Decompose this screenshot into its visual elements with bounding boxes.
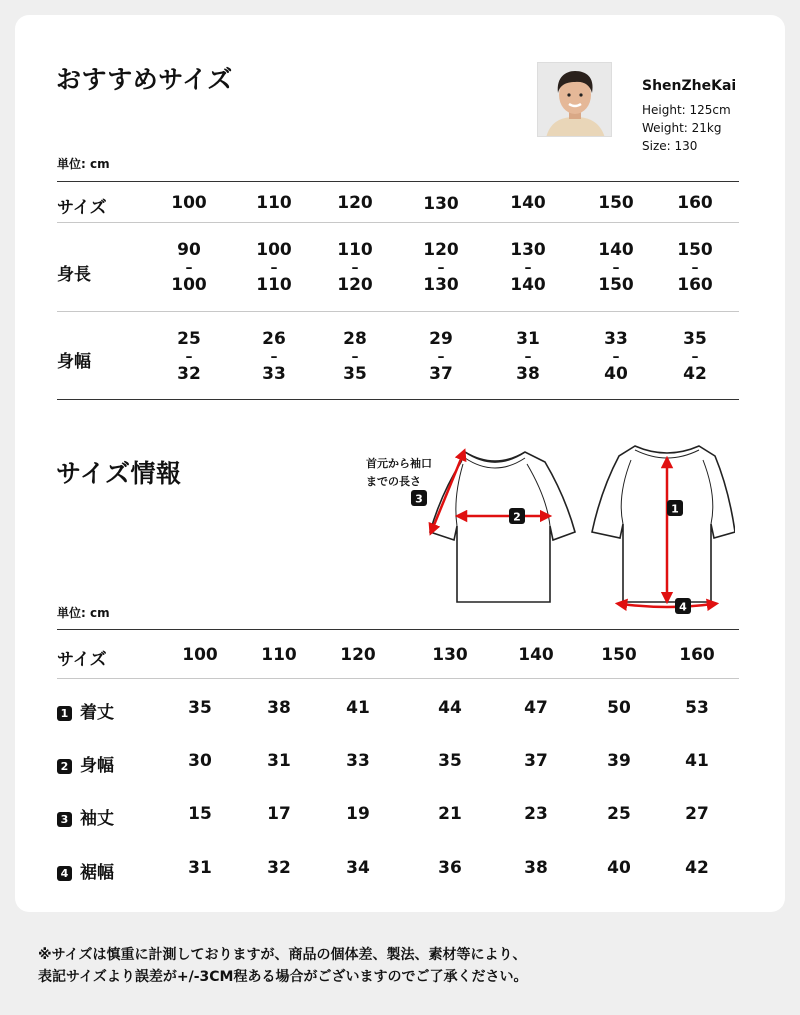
value-cell: 30 (188, 751, 212, 771)
svg-text:1: 1 (671, 502, 679, 516)
footnote-line: 表記サイズより誤差が+/-3CM程ある場合がございますのでご了承ください。 (38, 969, 528, 985)
size-cell: 120 (340, 645, 376, 665)
value-cell: 44 (438, 698, 462, 718)
size-row-label: サイズ (57, 650, 107, 670)
size-cell: 110 (261, 645, 297, 665)
height-range-cell: 120 – 130 (423, 240, 459, 295)
measure-label-hem: 4 裾幅 (57, 858, 114, 883)
height-range-cell: 100 – 110 (256, 240, 292, 295)
height-range-cell: 140 – 150 (598, 240, 634, 295)
width-range-cell: 35 – 42 (683, 329, 707, 384)
row-divider (57, 678, 739, 679)
child-portrait-icon (538, 63, 612, 137)
width-range-cell: 25 – 32 (177, 329, 201, 384)
size-cell: 130 (432, 645, 468, 665)
table-top-rule (57, 629, 739, 630)
size-cell: 140 (510, 193, 546, 213)
height-range-cell: 90 – 100 (171, 240, 207, 295)
value-cell: 17 (267, 804, 291, 824)
svg-text:4: 4 (679, 600, 687, 614)
size-info-title: サイズ情報 (56, 459, 182, 488)
value-cell: 41 (346, 698, 370, 718)
badge-2 (509, 508, 525, 524)
height-range-cell: 150 – 160 (677, 240, 713, 295)
value-cell: 42 (685, 858, 709, 878)
unit-label: 単位: cm (57, 606, 110, 620)
sleeve-length-note: 首元から袖口 までの長さ (366, 457, 432, 488)
size-cell: 150 (601, 645, 637, 665)
value-cell: 40 (607, 858, 631, 878)
value-cell: 31 (267, 751, 291, 771)
front-shirt-icon (430, 452, 575, 602)
value-cell: 32 (267, 858, 291, 878)
value-cell: 36 (438, 858, 462, 878)
size-row-label: サイズ (57, 198, 107, 218)
value-cell: 35 (188, 698, 212, 718)
row-divider (57, 311, 739, 312)
height-row-label: 身長 (57, 265, 91, 285)
badge-4 (675, 598, 691, 614)
value-cell: 19 (346, 804, 370, 824)
width-range-cell: 29 – 37 (429, 329, 453, 384)
svg-text:3: 3 (415, 492, 423, 506)
model-size: Size: 130 (642, 139, 698, 153)
width-range-cell: 33 – 40 (604, 329, 628, 384)
width-range-cell: 31 – 38 (516, 329, 540, 384)
size-cell: 150 (598, 193, 634, 213)
unit-label: 単位: cm (57, 157, 110, 171)
size-cell: 140 (518, 645, 554, 665)
value-cell: 23 (524, 804, 548, 824)
back-shirt-icon (592, 446, 735, 602)
value-cell: 38 (524, 858, 548, 878)
row-divider (57, 222, 739, 223)
model-name: ShenZheKai (642, 78, 737, 94)
badge-3 (411, 490, 427, 506)
value-cell: 37 (524, 751, 548, 771)
measure-label-length: 1 着丈 (57, 698, 114, 723)
size-cell: 100 (182, 645, 218, 665)
svg-text:2: 2 (513, 510, 521, 524)
footnote (38, 944, 768, 988)
model-photo (537, 62, 612, 137)
recommended-title: おすすめサイズ (56, 65, 233, 94)
footnote-line: ※サイズは慎重に計測しておりますが、商品の個体差、製法、素材等により、 (38, 947, 527, 963)
height-range-cell: 130 – 140 (510, 240, 546, 295)
value-cell: 39 (607, 751, 631, 771)
value-cell: 50 (607, 698, 631, 718)
tshirt-diagram (405, 436, 735, 621)
width-range-cell: 28 – 35 (343, 329, 367, 384)
value-cell: 53 (685, 698, 709, 718)
model-weight: Weight: 21kg (642, 121, 722, 135)
badge-1 (667, 500, 683, 516)
value-cell: 25 (607, 804, 631, 824)
hem-arrow (621, 604, 713, 607)
table-top-rule (57, 181, 739, 182)
measure-label-sleeve: 3 袖丈 (57, 804, 114, 829)
value-cell: 33 (346, 751, 370, 771)
size-cell: 160 (679, 645, 715, 665)
value-cell: 31 (188, 858, 212, 878)
size-cell: 100 (171, 193, 207, 213)
table-bottom-rule (57, 399, 739, 400)
value-cell: 38 (267, 698, 291, 718)
value-cell: 21 (438, 804, 462, 824)
height-range-cell: 110 – 120 (337, 240, 373, 295)
size-cell: 130 (423, 194, 459, 214)
size-cell: 110 (256, 193, 292, 213)
value-cell: 34 (346, 858, 370, 878)
value-cell: 35 (438, 751, 462, 771)
width-range-cell: 26 – 33 (262, 329, 286, 384)
value-cell: 15 (188, 804, 212, 824)
width-row-label: 身幅 (57, 352, 91, 372)
value-cell: 47 (524, 698, 548, 718)
value-cell: 41 (685, 751, 709, 771)
size-cell: 160 (677, 193, 713, 213)
value-cell: 27 (685, 804, 709, 824)
model-height: Height: 125cm (642, 103, 731, 117)
size-cell: 120 (337, 193, 373, 213)
measure-label-width: 2 身幅 (57, 751, 114, 776)
